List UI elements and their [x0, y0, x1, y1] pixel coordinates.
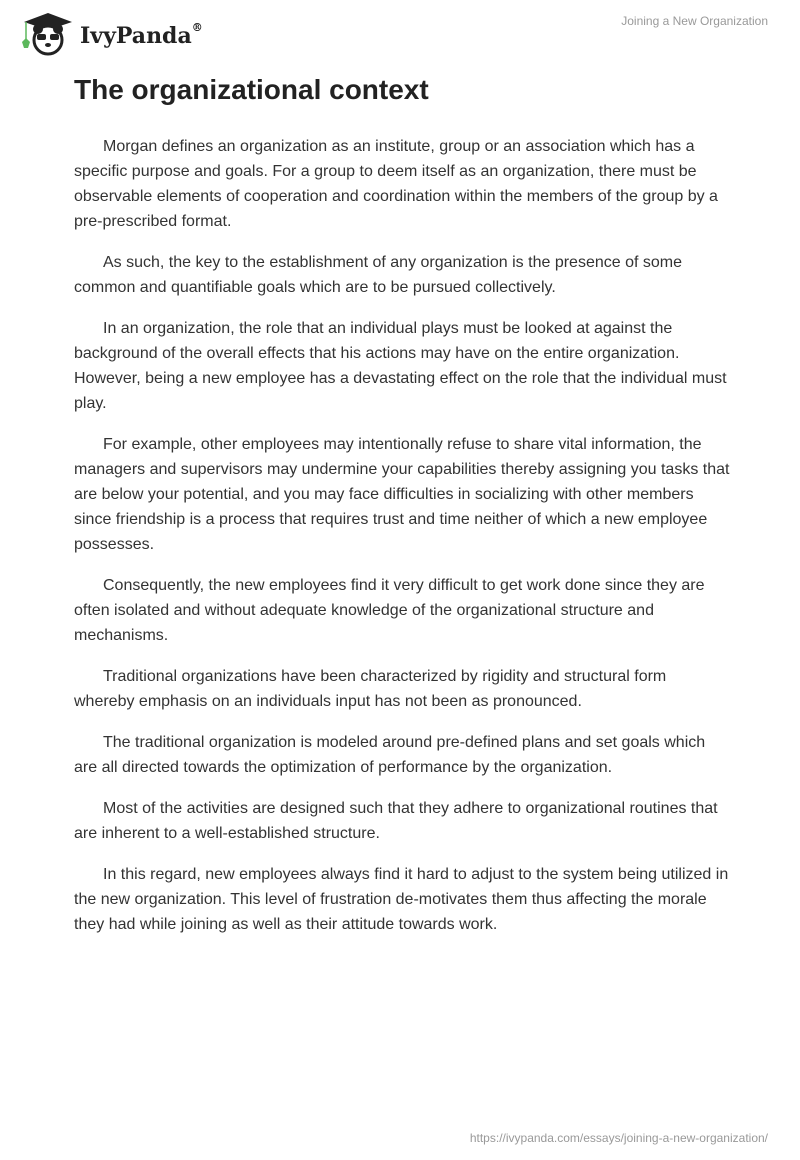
paragraph: In this regard, new employees always find it hard to adjust to the system being utilized in the new organization. This level of frustration de-motivates them thus affecting the morale they had while joining as well as their attitude towards work.	[74, 866, 729, 933]
paragraph: The traditional organization is modeled around pre-defined plans and set goals which are all directed towards the optimization of performance by the organization.	[74, 734, 706, 776]
paragraph: Consequently, the new employees find it very difficult to get work done since they are often isolated and without adequate knowledge of the organizational structure and mechanisms.	[74, 577, 705, 644]
document-title: Joining a New Organization	[621, 14, 768, 28]
brand-text: IvyPanda	[80, 23, 192, 49]
footer-url[interactable]: https://ivypanda.com/essays/joining-a-new-organization/	[469, 1131, 768, 1145]
section-heading: The organizational context	[74, 74, 429, 105]
essay-body	[74, 134, 730, 953]
paragraph: Traditional organizations have been characterized by rigidity and structural form whereby emphasis on an individuals input has not been as pronounced.	[74, 668, 667, 710]
paragraph: Morgan defines an organization as an institute, group or an association which has a specific purpose and goals. For a group to deem itself as an organization, there must be observable elements of cooperation and coordination within the members of the group by a pre-prescribed format.	[74, 138, 718, 230]
paragraph: In an organization, the role that an individual plays must be looked at against the background of the overall effects that his actions may have on the entire organization. However, being a new employee has a devastating effect on the role that the individual must play.	[74, 320, 727, 412]
ivypanda-logo[interactable]	[18, 10, 203, 56]
paragraph: As such, the key to the establishment of any organization is the presence of some common and quantifiable goals which are to be pursued collectively.	[74, 254, 682, 296]
registered-mark: ®	[191, 21, 203, 34]
panda-graduate-icon	[18, 10, 76, 56]
paragraph: Most of the activities are designed such that they adhere to organizational routines that are inherent to a well-established structure.	[74, 800, 718, 842]
paragraph: For example, other employees may intentionally refuse to share vital information, the managers and supervisors may undermine your capabilities thereby assigning you tasks that are below your potential, and you may face difficulties in socializing with other members since friendship is a process that requires trust and time neither of which a new employee possesses.	[74, 436, 730, 553]
brand-name	[80, 23, 203, 49]
